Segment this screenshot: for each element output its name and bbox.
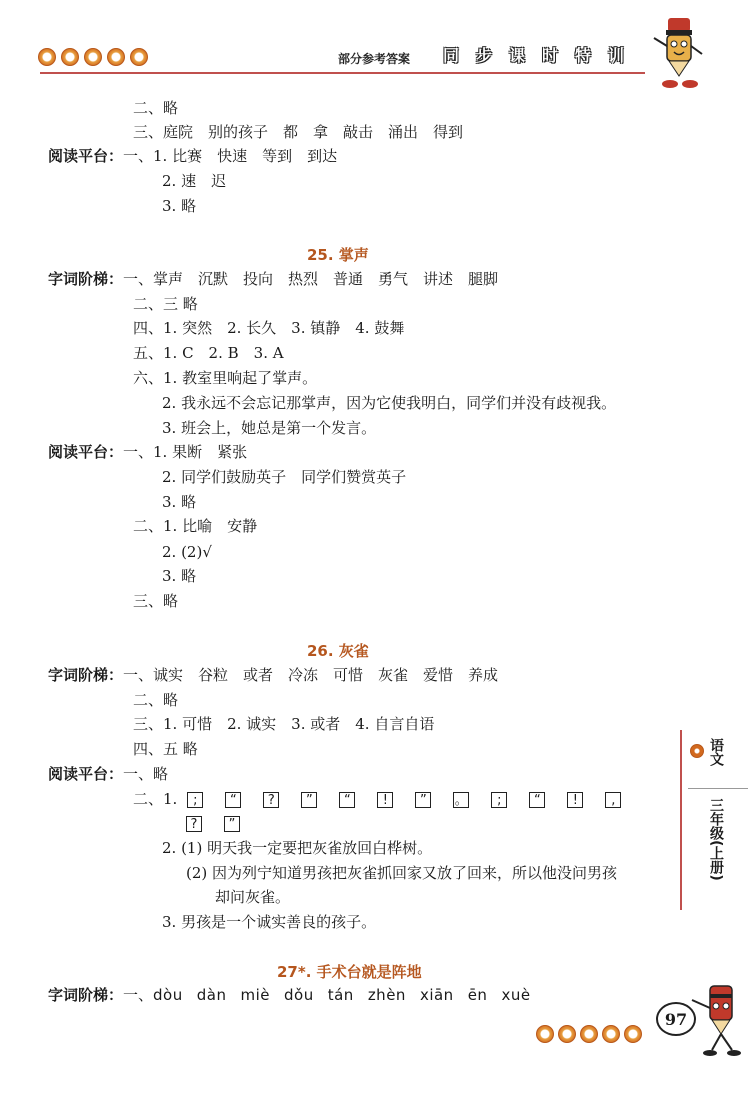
answer-line: 四、五 略 <box>133 740 198 758</box>
lesson-title: 26. 灰雀 <box>307 642 369 660</box>
section-label: 阅读平台： <box>48 765 124 783</box>
circle-icon <box>558 1025 576 1043</box>
punct-box: ! <box>377 792 393 808</box>
grade-label: 三年级(上册) <box>708 798 724 881</box>
pinyin-word: zhèn <box>367 986 406 1004</box>
circle-icon <box>580 1025 598 1043</box>
title-char: 时 <box>541 46 558 65</box>
decorative-circles <box>536 1025 642 1043</box>
answer-line <box>48 764 168 784</box>
punct-box: “ <box>529 792 545 808</box>
pinyin-word: xuè <box>501 986 531 1004</box>
side-rule <box>680 730 682 910</box>
title-char: 训 <box>607 46 624 65</box>
punct-box: ! <box>567 792 583 808</box>
punct-box: 。 <box>454 793 468 808</box>
book-title <box>438 46 629 66</box>
pencil-mascot-icon <box>648 14 708 92</box>
answer-text: 二、1. <box>133 790 178 808</box>
circle-icon <box>690 744 704 758</box>
answer-line: 三、庭院 别的孩子 都 拿 敲击 涌出 得到 <box>133 123 464 141</box>
answer-text: 一、略 <box>123 765 169 783</box>
answer-line: 3. 略 <box>162 567 197 585</box>
answer-text: 一、诚实 谷粒 或者 冷冻 可惜 灰雀 爱惜 养成 <box>123 666 499 684</box>
lesson-title: 27*. 手术台就是阵地 <box>277 963 422 981</box>
circle-icon <box>38 48 56 66</box>
pinyin-word: dǒu <box>284 986 314 1004</box>
answer-line <box>48 665 498 685</box>
punctuation-row <box>186 813 262 833</box>
answer-line <box>48 146 337 166</box>
answer-line: 3. 班会上，她总是第一个发言。 <box>162 419 377 437</box>
circle-icon <box>624 1025 642 1043</box>
answer-line: 六、1. 教室里响起了掌声。 <box>133 369 318 387</box>
punctuation-row <box>133 789 621 809</box>
answer-line: 2. (1) 明天我一定要把灰雀放回白桦树。 <box>162 839 433 857</box>
title-char: 课 <box>508 46 525 65</box>
side-tab <box>680 730 750 910</box>
answer-line <box>48 985 545 1005</box>
answer-line: 二、略 <box>133 691 179 709</box>
answer-line <box>48 269 498 289</box>
section-label: 字词阶梯： <box>48 666 124 684</box>
section-label: 字词阶梯： <box>48 270 124 288</box>
lesson-title: 25. 掌声 <box>307 246 369 264</box>
circle-icon <box>61 48 79 66</box>
section-label: 阅读平台： <box>48 147 124 165</box>
answer-line: 2. (2)√ <box>162 543 212 561</box>
answer-line: 二、1. 比喻 安静 <box>133 517 258 535</box>
answer-text: 一、掌声 沉默 投向 热烈 普通 勇气 讲述 腿脚 <box>123 270 499 288</box>
answer-line: 四、1. 突然 2. 长久 3. 镇静 4. 鼓舞 <box>133 319 405 337</box>
answer-text: 一、1. 比赛 快速 等到 到达 <box>123 147 338 165</box>
subject-label: 语文 <box>708 738 724 766</box>
punct-box: ; <box>491 792 507 808</box>
section-label: 字词阶梯： <box>48 986 124 1004</box>
answer-line: 三、略 <box>133 592 179 610</box>
title-char: 特 <box>574 46 591 65</box>
punct-box: ” <box>301 792 317 808</box>
pinyin-word: tán <box>327 986 354 1004</box>
decorative-circles <box>38 48 148 66</box>
answer-line: 三、1. 可惜 2. 诚实 3. 或者 4. 自言自语 <box>133 715 435 733</box>
punct-box: “ <box>225 792 241 808</box>
pencil-mascot-icon <box>686 980 746 1060</box>
answer-line: 却问灰雀。 <box>215 888 291 906</box>
punct-box: ? <box>263 792 279 808</box>
section-label: 阅读平台： <box>48 443 124 461</box>
answer-text: 一、1. 果断 紧张 <box>123 443 248 461</box>
header-rule <box>40 72 645 74</box>
answer-line <box>48 442 247 462</box>
pinyin-word: dàn <box>196 986 227 1004</box>
answer-line: 五、1. C 2. B 3. A <box>133 344 284 362</box>
punct-box: ” <box>224 816 240 832</box>
punct-box: , <box>605 792 621 808</box>
pinyin-word: ēn <box>467 986 488 1004</box>
answer-line: 3. 略 <box>162 493 197 511</box>
punct-box: ; <box>187 792 203 808</box>
answer-line: 3. 男孩是一个诚实善良的孩子。 <box>162 913 377 931</box>
punct-box: ” <box>415 792 431 808</box>
punct-box: “ <box>339 792 355 808</box>
pinyin-word: dòu <box>153 986 183 1004</box>
answer-line: 2. 同学们鼓励英子 同学们赞赏英子 <box>162 468 407 486</box>
punct-box: ? <box>186 816 202 832</box>
pinyin-word: miè <box>240 986 270 1004</box>
pinyin-list <box>153 986 545 1004</box>
answer-line: 3. 略 <box>162 197 197 215</box>
circle-icon <box>602 1025 620 1043</box>
answer-line: 2. 我永远不会忘记那掌声，因为它使我明白，同学们并没有歧视我。 <box>162 394 617 412</box>
page-number: 97 <box>656 1002 696 1036</box>
side-divider <box>688 788 748 789</box>
circle-icon <box>107 48 125 66</box>
circle-icon <box>84 48 102 66</box>
page-header <box>0 0 750 95</box>
title-char: 同 <box>442 46 459 65</box>
title-char: 步 <box>475 46 492 65</box>
circle-icon <box>536 1025 554 1043</box>
answer-line: 二、略 <box>133 99 179 117</box>
circle-icon <box>130 48 148 66</box>
header-subtitle: 部分参考答案 <box>338 52 411 66</box>
answer-line: 2. 速 迟 <box>162 172 227 190</box>
answer-line: 二、三 略 <box>133 295 198 313</box>
answer-text: 一、 <box>123 986 154 1004</box>
answer-line: (2) 因为列宁知道男孩把灰雀抓回家又放了回来，所以他没问男孩 <box>186 864 618 882</box>
pinyin-word: xiān <box>419 986 454 1004</box>
